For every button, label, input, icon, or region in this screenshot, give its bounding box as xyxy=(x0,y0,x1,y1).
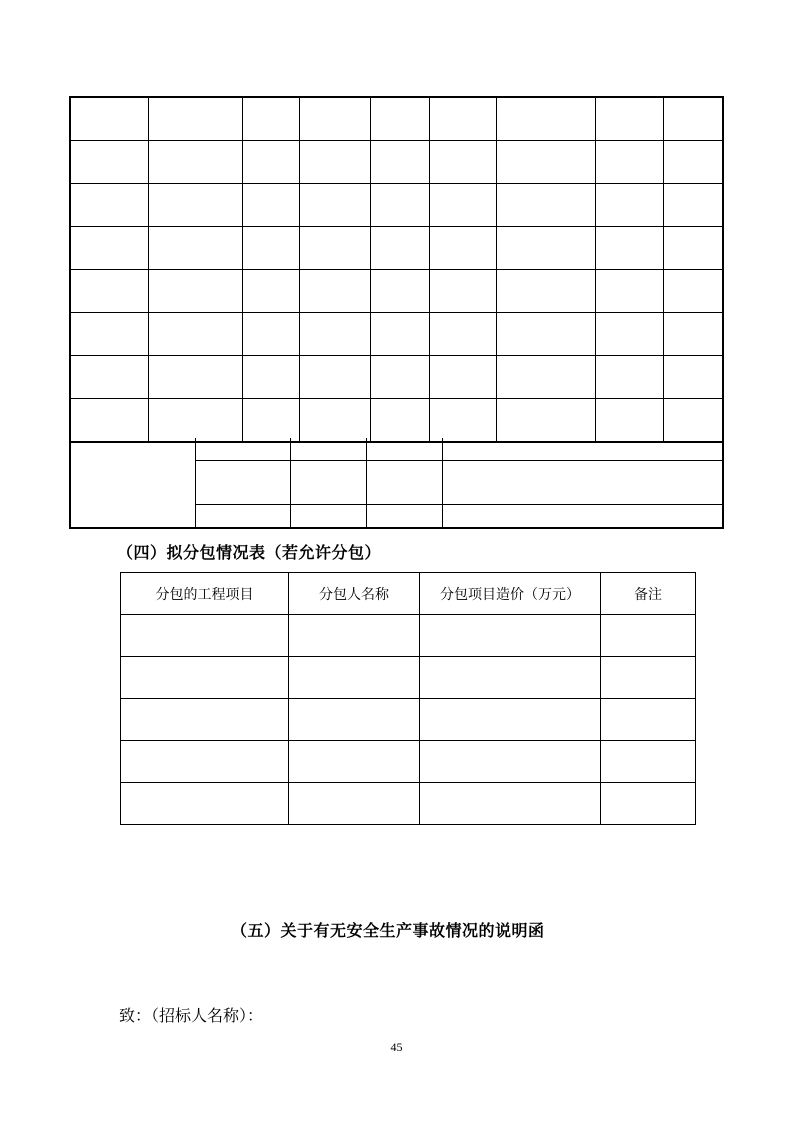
table-cell xyxy=(299,97,370,141)
table-cell xyxy=(242,184,299,227)
table-cell xyxy=(148,184,242,227)
table-cell xyxy=(242,97,299,141)
table-cell xyxy=(121,699,289,741)
table-cell xyxy=(601,699,696,741)
table-cell xyxy=(370,356,429,399)
table-cell xyxy=(299,270,370,313)
table-cell xyxy=(601,657,696,699)
table-cell xyxy=(299,399,370,443)
table-cell xyxy=(663,399,723,443)
table-cell xyxy=(242,399,299,443)
table-cell xyxy=(420,783,601,825)
table-cell xyxy=(429,356,496,399)
table-cell xyxy=(299,313,370,356)
table-cell xyxy=(242,313,299,356)
table-row xyxy=(70,141,723,184)
table-cell xyxy=(242,356,299,399)
table-cell xyxy=(420,699,601,741)
table-cell xyxy=(70,399,148,443)
table-cell xyxy=(70,313,148,356)
table-cell xyxy=(121,741,289,783)
table-row xyxy=(70,356,723,399)
table-cell xyxy=(496,141,595,184)
table-cell xyxy=(595,184,663,227)
table-cell xyxy=(429,227,496,270)
table-cell xyxy=(496,97,595,141)
section4-title: （四）拟分包情况表（若允许分包） xyxy=(117,543,382,562)
table-cell xyxy=(429,184,496,227)
table-cell xyxy=(148,356,242,399)
merged-cell xyxy=(71,438,196,527)
table-cell xyxy=(429,313,496,356)
header-project: 分包的工程项目 xyxy=(121,573,289,615)
table-cell xyxy=(148,270,242,313)
table-cell xyxy=(429,97,496,141)
table-cell xyxy=(121,783,289,825)
table-cell xyxy=(70,184,148,227)
table-cell xyxy=(420,741,601,783)
table-cell xyxy=(601,615,696,657)
table-cell xyxy=(70,356,148,399)
table-cell xyxy=(420,615,601,657)
continued-table xyxy=(69,96,724,443)
table-cell xyxy=(148,97,242,141)
table-cell xyxy=(370,227,429,270)
table-cell xyxy=(663,97,723,141)
header-subcontractor: 分包人名称 xyxy=(289,573,420,615)
continued-table-footer xyxy=(69,438,724,529)
table-cell xyxy=(595,399,663,443)
table-cell xyxy=(663,356,723,399)
table-cell xyxy=(70,97,148,141)
table-row xyxy=(70,399,723,443)
table-row xyxy=(70,184,723,227)
table-row xyxy=(121,699,696,741)
table-cell xyxy=(289,783,420,825)
table-cell xyxy=(601,741,696,783)
table-cell xyxy=(420,657,601,699)
table-cell xyxy=(242,270,299,313)
table-cell xyxy=(496,184,595,227)
table-row xyxy=(70,227,723,270)
table-cell xyxy=(601,783,696,825)
letter-salutation: 致：（招标人名称）： xyxy=(119,1006,264,1025)
table-cell xyxy=(70,141,148,184)
table-cell xyxy=(299,141,370,184)
table-cell xyxy=(148,399,242,443)
table-cell xyxy=(289,741,420,783)
table-cell xyxy=(429,270,496,313)
header-remarks: 备注 xyxy=(601,573,696,615)
table-cell xyxy=(370,313,429,356)
header-cost: 分包项目造价（万元） xyxy=(420,573,601,615)
table-cell xyxy=(595,356,663,399)
table-cell xyxy=(496,270,595,313)
table-cell xyxy=(370,97,429,141)
table-cell xyxy=(663,184,723,227)
table-row xyxy=(121,783,696,825)
table-row xyxy=(195,438,722,460)
table-row xyxy=(195,460,722,505)
table-row xyxy=(121,741,696,783)
table-cell xyxy=(242,141,299,184)
table-cell xyxy=(299,356,370,399)
table-row xyxy=(121,657,696,699)
table-cell xyxy=(663,227,723,270)
table-cell xyxy=(289,615,420,657)
table-cell xyxy=(595,270,663,313)
table-cell xyxy=(496,313,595,356)
page-number: 45 xyxy=(390,1040,403,1054)
table-row xyxy=(70,313,723,356)
table-cell xyxy=(70,270,148,313)
table-cell xyxy=(663,313,723,356)
table-cell xyxy=(429,141,496,184)
table-cell xyxy=(289,657,420,699)
subcontract-table xyxy=(120,572,696,825)
table-cell xyxy=(289,699,420,741)
table-row xyxy=(121,615,696,657)
table-cell xyxy=(595,313,663,356)
table-cell xyxy=(370,141,429,184)
table-cell xyxy=(148,141,242,184)
table-cell xyxy=(242,227,299,270)
table-cell xyxy=(299,184,370,227)
table-row xyxy=(195,505,722,527)
table-header-row xyxy=(121,573,696,615)
table-cell xyxy=(496,227,595,270)
table-cell xyxy=(496,399,595,443)
table-cell xyxy=(121,615,289,657)
table-cell xyxy=(148,227,242,270)
table-cell xyxy=(496,356,595,399)
table-cell xyxy=(370,399,429,443)
table-cell xyxy=(370,184,429,227)
table-row xyxy=(70,97,723,141)
table-cell xyxy=(299,227,370,270)
table-cell xyxy=(429,399,496,443)
table-cell xyxy=(370,270,429,313)
table-cell xyxy=(121,657,289,699)
table-cell xyxy=(663,141,723,184)
section5-title: （五）关于有无安全生产事故情况的说明函 xyxy=(231,921,545,940)
table-row xyxy=(70,270,723,313)
table-cell xyxy=(595,141,663,184)
table-cell xyxy=(595,97,663,141)
table-cell xyxy=(595,227,663,270)
table-cell xyxy=(148,313,242,356)
table-cell xyxy=(70,227,148,270)
table-cell xyxy=(663,270,723,313)
